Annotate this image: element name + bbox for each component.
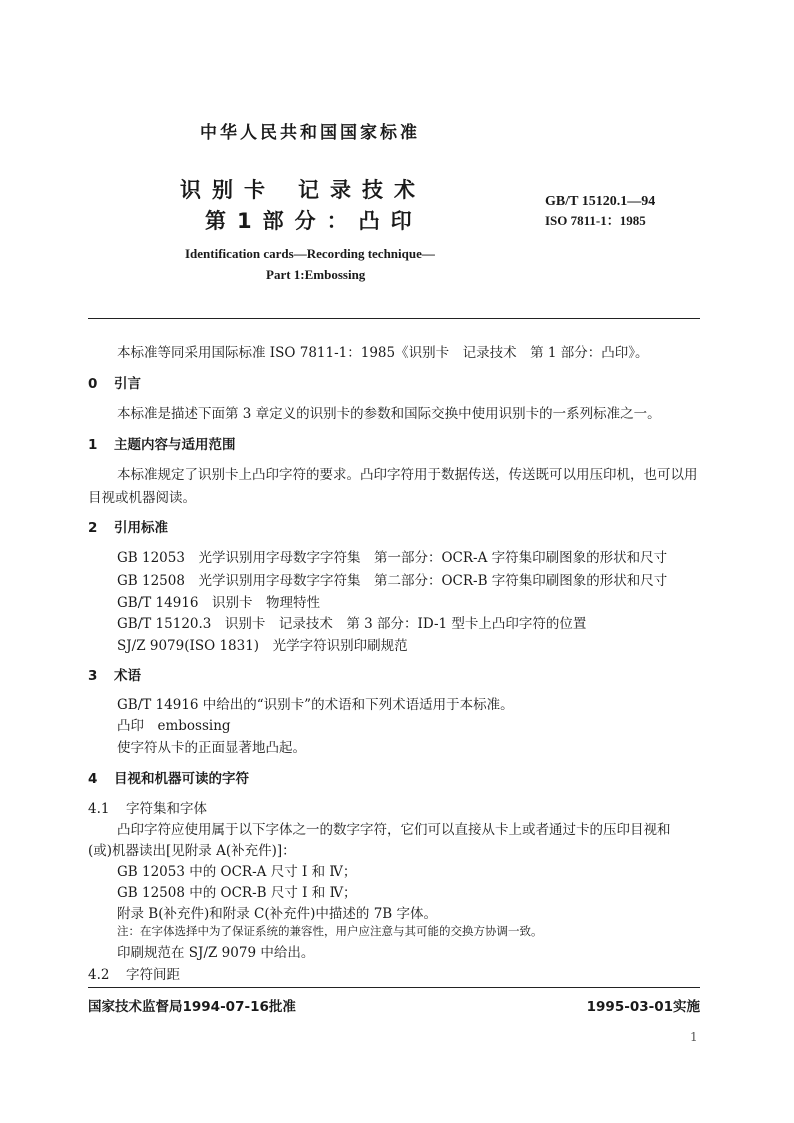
reference-item: GB 12508 光学识别用字母数字字符集 第二部分：OCR-B 字符集印刷图象的形状和尺寸 bbox=[117, 573, 668, 589]
font-list-item: GB 12053 中的 OCR-A 尺寸 Ⅰ 和 Ⅳ； bbox=[117, 864, 357, 880]
font-list-item: GB 12508 中的 OCR-B 尺寸 Ⅰ 和 Ⅳ； bbox=[117, 885, 357, 901]
standard-code: GB/T 15120.1—94 bbox=[545, 194, 656, 209]
section-3-heading bbox=[88, 664, 141, 684]
section-2-heading bbox=[88, 516, 168, 536]
section-0-heading bbox=[88, 372, 141, 392]
english-title-line1: Identification cards—Recording technique— bbox=[185, 246, 435, 261]
section-4-number: 4 bbox=[88, 771, 98, 787]
reference-item: GB 12053 光学识别用字母数字字符集 第一部分：OCR-A 字符集印刷图象的形状和尺寸 bbox=[117, 550, 668, 566]
reference-item: SJ/Z 9079(ISO 1831) 光学字符识别印刷规范 bbox=[117, 638, 408, 654]
subsection-4-1-title: 字符集和字体 bbox=[126, 801, 207, 817]
document-title-line2: 第1部分：凸印 bbox=[205, 209, 423, 233]
subsection-4-1-heading bbox=[88, 797, 207, 817]
section-4-title: 目视和机器可读的字符 bbox=[114, 771, 249, 787]
section-3-title: 术语 bbox=[114, 668, 141, 684]
page-number: 1 bbox=[690, 1030, 698, 1044]
approval-line: 国家技术监督局1994-07-16批准 bbox=[88, 999, 296, 1015]
section-4-1-text-line1: 凸印字符应使用属于以下字体之一的数字字符，它们可以直接从卡上或者通过卡的压印目视和 bbox=[117, 822, 671, 838]
reference-item: GB/T 14916 识别卡 物理特性 bbox=[117, 595, 320, 611]
print-spec-text: 印刷规范在 SJ/Z 9079 中给出。 bbox=[117, 945, 315, 961]
intro-text: 本标准等同采用国际标准 ISO 7811-1：1985《识别卡 记录技术 第 1 部分：凸印》。 bbox=[117, 345, 649, 361]
subsection-4-1-number: 4.1 bbox=[88, 801, 110, 817]
section-2-number: 2 bbox=[88, 520, 98, 536]
bottom-divider bbox=[88, 987, 700, 988]
section-0-text: 本标准是描述下面第 3 章定义的识别卡的参数和国际交换中使用识别卡的一系列标准之一。 bbox=[117, 406, 661, 422]
top-divider bbox=[88, 318, 700, 319]
term-definition: 使字符从卡的正面显著地凸起。 bbox=[117, 740, 306, 756]
term-entry: 凸印 embossing bbox=[117, 718, 231, 734]
note-text: 注：在字体选择中为了保证系统的兼容性，用户应注意与其可能的交换方协调一致。 bbox=[117, 924, 543, 938]
section-1-text-line2: 目视或机器阅读。 bbox=[88, 490, 196, 506]
subsection-4-2-title: 字符间距 bbox=[126, 967, 180, 983]
section-1-number: 1 bbox=[88, 437, 98, 453]
section-1-heading bbox=[88, 433, 236, 453]
country-title: 中华人民共和国国家标准 bbox=[200, 123, 420, 143]
title-part-b: 记录技术 bbox=[298, 178, 426, 202]
section-0-title: 引言 bbox=[114, 376, 141, 392]
font-list-item: 附录 B(补充件)和附录 C(补充件)中描述的 7B 字体。 bbox=[117, 906, 437, 922]
subsection-4-2-heading bbox=[88, 963, 180, 983]
section-3-text: GB/T 14916 中给出的“识别卡”的术语和下列术语适用于本标准。 bbox=[117, 697, 514, 713]
section-0-number: 0 bbox=[88, 376, 98, 392]
document-title-line1 bbox=[180, 174, 426, 204]
reference-item: GB/T 15120.3 识别卡 记录技术 第 3 部分：ID-1 型卡上凸印字符的位置 bbox=[117, 616, 587, 632]
section-4-1-text-line2: (或)机器读出[见附录 A(补充件)]： bbox=[88, 843, 296, 859]
section-2-title: 引用标准 bbox=[114, 520, 168, 536]
section-3-number: 3 bbox=[88, 668, 98, 684]
english-title-line2: Part 1:Embossing bbox=[266, 267, 366, 282]
iso-code: ISO 7811-1：1985 bbox=[545, 213, 646, 228]
subsection-4-2-number: 4.2 bbox=[88, 967, 110, 983]
section-4-heading bbox=[88, 767, 249, 787]
title-part-a: 识别卡 bbox=[180, 178, 276, 202]
effective-date: 1995-03-01实施 bbox=[586, 999, 700, 1015]
section-1-text-line1: 本标准规定了识别卡上凸印字符的要求。凸印字符用于数据传送，传送既可以用压印机，也可以用 bbox=[117, 467, 698, 483]
section-1-title: 主题内容与适用范围 bbox=[114, 437, 236, 453]
